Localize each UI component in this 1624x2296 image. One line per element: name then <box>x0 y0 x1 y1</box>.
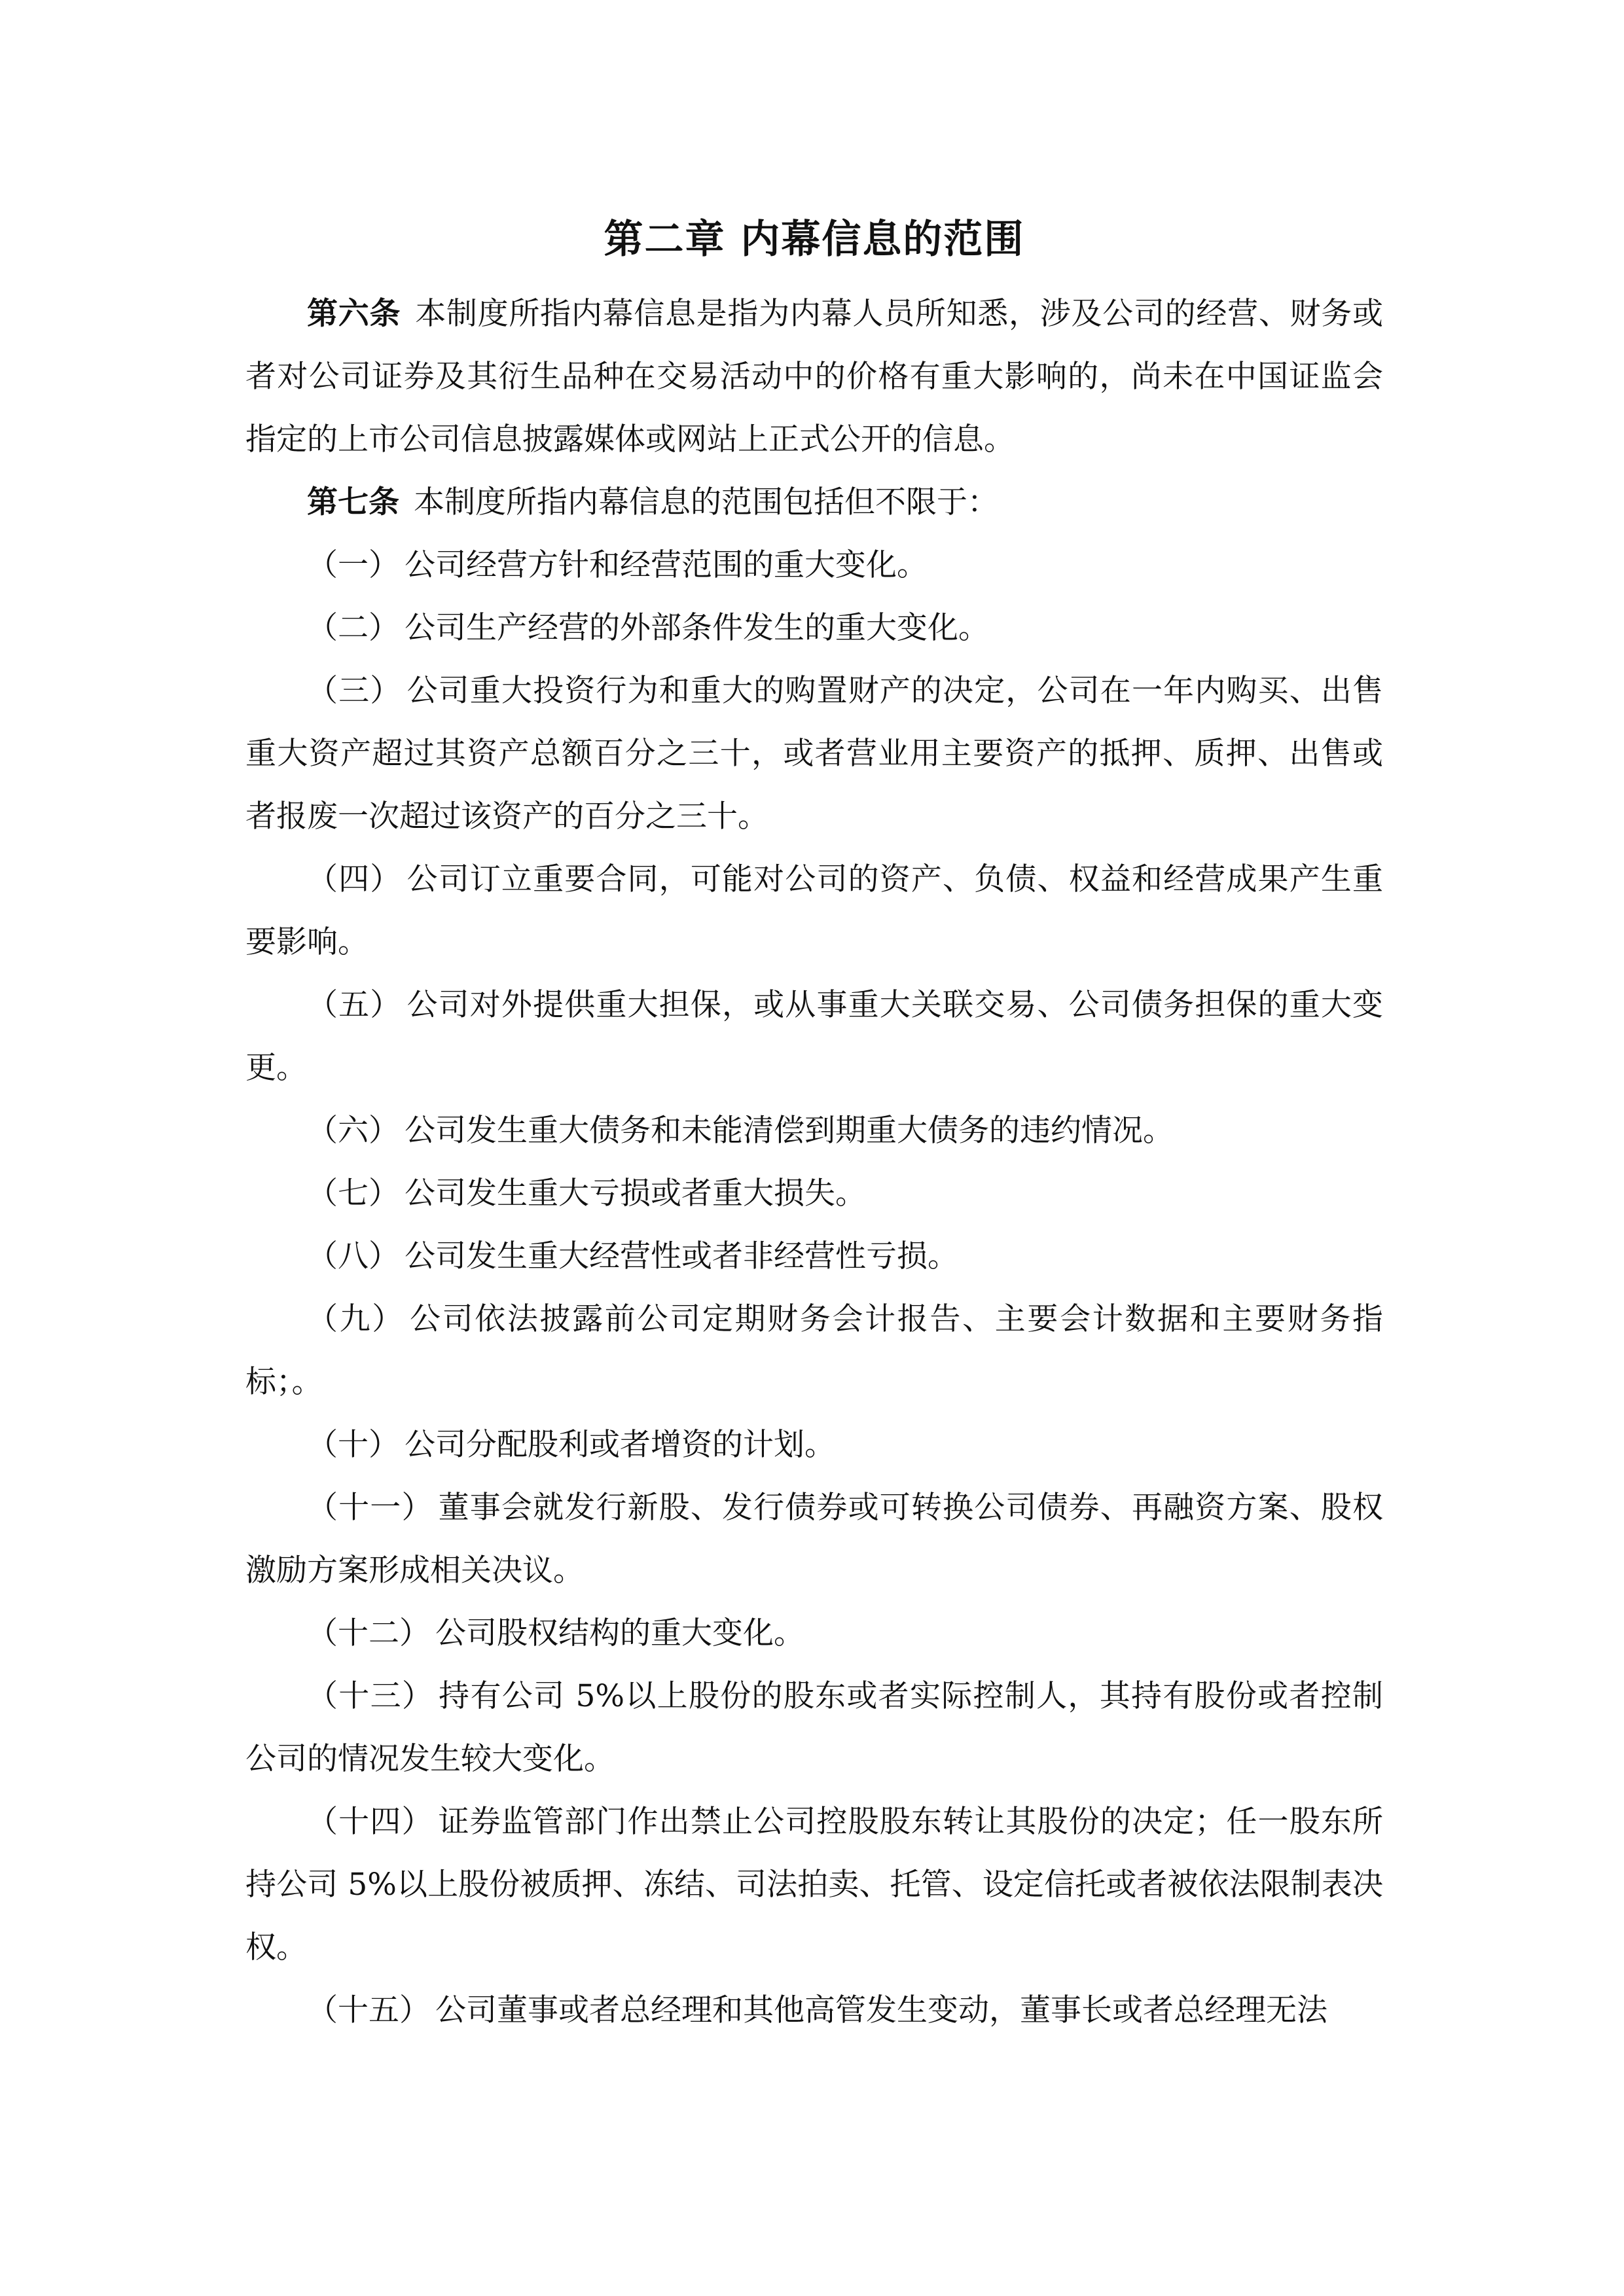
list-item-3 <box>245 660 1383 848</box>
list-item-number: （四） <box>307 861 402 897</box>
list-item-1 <box>245 534 1383 597</box>
article-7-label: 第七条 <box>307 484 399 520</box>
list-item-number: （八） <box>307 1238 399 1274</box>
article-6-text: 本制度所指内幕信息是指为内幕人员所知悉，涉及公司的经营、财务或者对公司证券及其衍生品种在交易活动中的价格有重大影响的，尚未在中国证监会指定的上市公司信息披露媒体或网站上正式公开的信息。 <box>245 296 1384 457</box>
list-item-number: （七） <box>307 1175 399 1211</box>
list-item-text: 公司订立重要合同，可能对公司的资产、负债、权益和经营成果产生重要影响。 <box>245 861 1384 960</box>
list-item-number: （二） <box>307 610 399 646</box>
list-item-number: （十三） <box>307 1678 434 1714</box>
list-item-4 <box>245 848 1383 974</box>
list-item-5 <box>245 974 1383 1100</box>
list-item-number: （十一） <box>307 1490 433 1526</box>
list-item-text: 公司依法披露前公司定期财务会计报告、主要会计数据和主要财务指标；。 <box>245 1301 1383 1400</box>
list-item-14 <box>245 1791 1383 1979</box>
list-item-number: （十） <box>307 1427 399 1463</box>
list-item-number: （三） <box>307 673 402 709</box>
list-item-9 <box>245 1288 1383 1414</box>
article-7-text: 本制度所指内幕信息的范围包括但不限于： <box>414 484 998 520</box>
list-item-6 <box>245 1100 1383 1162</box>
list-item-text: 公司经营方针和经营范围的重大变化。 <box>405 547 928 583</box>
list-item-text: 公司董事或者总经理和其他高管发生变动，董事长或者总经理无法 <box>435 1992 1327 2028</box>
list-item-text: 公司对外提供重大担保，或从事重大关联交易、公司债务担保的重大变更。 <box>245 987 1384 1086</box>
list-item-text: 公司重大投资行为和重大的购置财产的决定，公司在一年内购买、出售重大资产超过其资产总额百分之三十，或者营业用主要资产的抵押、质押、出售或者报废一次超过该资产的百分之三十。 <box>245 673 1384 834</box>
list-item-2 <box>245 597 1383 660</box>
list-item-text: 公司发生重大亏损或者重大损失。 <box>405 1175 866 1211</box>
list-item-text: 董事会就发行新股、发行债券或可转换公司债券、再融资方案、股权激励方案形成相关决议。 <box>245 1490 1384 1588</box>
list-item-text: 持有公司 5%以上股份的股东或者实际控制人，其持有股份或者控制公司的情况发生较大变化。 <box>245 1678 1383 1777</box>
article-7 <box>245 471 1383 534</box>
list-item-text: 公司发生重大债务和未能清偿到期重大债务的违约情况。 <box>405 1113 1174 1149</box>
list-item-8 <box>245 1225 1383 1288</box>
list-item-number: （一） <box>307 547 399 583</box>
list-item-number: （五） <box>307 987 402 1023</box>
list-item-number: （十四） <box>307 1804 433 1840</box>
list-item-number: （九） <box>307 1301 405 1337</box>
list-item-text: 公司发生重大经营性或者非经营性亏损。 <box>405 1238 958 1274</box>
list-item-12 <box>245 1602 1383 1665</box>
document-body <box>245 208 1383 2042</box>
list-item-text: 公司生产经营的外部条件发生的重大变化。 <box>405 610 989 646</box>
list-item-7 <box>245 1162 1383 1225</box>
list-item-number: （六） <box>307 1113 399 1149</box>
list-item-text: 公司股权结构的重大变化。 <box>435 1615 804 1651</box>
article-6 <box>245 283 1383 471</box>
article-6-label: 第六条 <box>307 296 401 332</box>
list-item-11 <box>245 1477 1383 1602</box>
list-item-13 <box>245 1665 1383 1791</box>
list-item-number: （十二） <box>307 1615 430 1651</box>
list-item-text: 公司分配股利或者增资的计划。 <box>405 1427 835 1463</box>
list-item-15 <box>245 1979 1383 2042</box>
list-item-number: （十五） <box>307 1992 430 2028</box>
list-item-10 <box>245 1414 1383 1477</box>
list-item-text: 证券监管部门作出禁止公司控股股东转让其股份的决定；任一股东所持公司 5%以上股份被质押、冻结、司法拍卖、托管、设定信托或者被依法限制表决权。 <box>245 1804 1384 1965</box>
chapter-title: 第二章 内幕信息的范围 <box>604 217 1025 262</box>
